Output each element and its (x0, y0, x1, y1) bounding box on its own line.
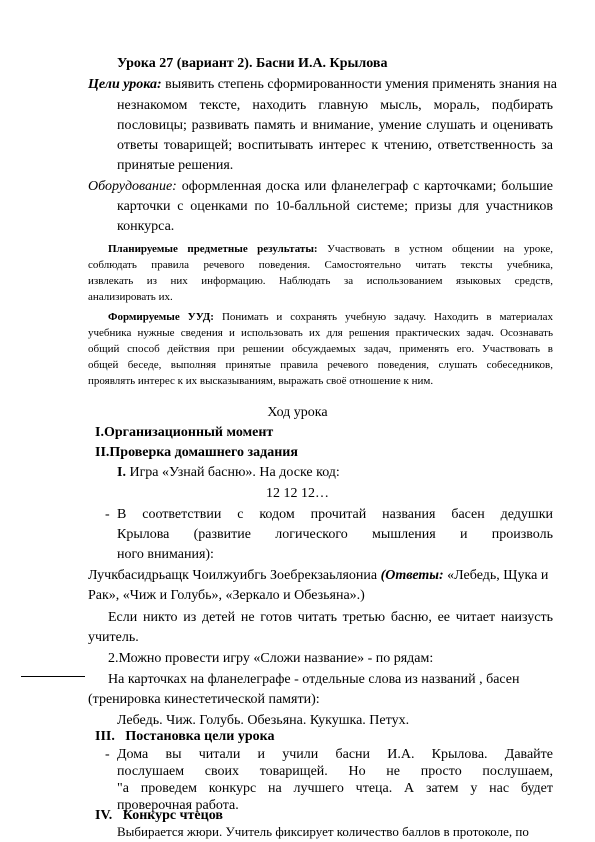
game1-line (117, 464, 340, 481)
answers-label: (Ответы: (380, 568, 444, 583)
subject-results-line-3: извлекать из них информацию. Наблюдать за использованием языковых средств, (88, 275, 553, 287)
equipment-line-2: карточки с оценками по 10-балльной системе; призы для участников (117, 199, 553, 214)
code-line: 12 12 12… (266, 486, 329, 501)
goal-dash: - (105, 747, 110, 762)
cipher-line (88, 567, 548, 584)
game1-number: I. (117, 465, 126, 480)
task-dash: - (105, 507, 110, 522)
answers-line-2: Рак», «Чиж и Голубь», «Зеркало и Обезьяна».) (88, 588, 365, 603)
goals-text-1: выявить степень сформированности умения применять знания на (165, 77, 557, 92)
uud-line-5: проявлять интерес к их высказываниям, выражать своё отношение к ним. (88, 375, 434, 387)
equipment-line-3: конкурса. (117, 219, 175, 234)
section-1-heading: I.Организационный момент (95, 425, 274, 440)
goal-line-3: "а проведем конкурс на лучшего чтеца. А затем у нас будет (117, 781, 553, 796)
game1-text: Игра «Узнай басню». На доске код: (129, 465, 340, 480)
subject-results-line-1 (108, 242, 553, 257)
goals-line-1 (88, 76, 557, 93)
task-line-3: ного внимания): (117, 547, 214, 562)
cards-line-2: (тренировка кинестетической памяти): (88, 692, 320, 707)
cards-line-1: На карточках на фланелеграфе - отдельные слова из названий , басен (108, 672, 520, 687)
note-line-2: учитель. (88, 630, 139, 645)
lesson-title: Урока 27 (вариант 2). Басни И.А. Крылова (117, 56, 388, 71)
uud-line-2: учебника нужные сведения и использовать их для решения практических задач. Осознавать (88, 327, 553, 339)
words-line: Лебедь. Чиж. Голубь. Обезьяна. Кукушка. Петух. (117, 713, 410, 728)
goal-line-4: проверочная работа. (117, 798, 239, 813)
uud-line-3: общий способ действия при решении обсуждаемых задач, применять его. Участвовать в (88, 343, 553, 355)
uud-label: Формируемые УУД: (108, 311, 214, 323)
jury-line: Выбирается жюри. Учитель фиксирует количество баллов в протоколе, по (117, 824, 529, 839)
lesson-heading: Ход урока (267, 405, 328, 420)
goals-line-3: пословицы; развивать память и внимание, умение слушать и оценивать (117, 118, 553, 133)
subject-results-line-4: анализировать их. (88, 291, 173, 303)
subject-results-label: Планируемые предметные результаты: (108, 243, 318, 255)
equipment-line-1 (88, 178, 553, 195)
task-line-1: В соответствии с кодом прочитай названия басен дедушки (117, 507, 553, 522)
margin-rule (21, 676, 85, 677)
subject-results-text-1: Участвовать в устном общении на уроке, (327, 243, 554, 255)
goals-line-2: незнакомом тексте, находить главную мысль, мораль, подбирать (117, 98, 553, 113)
uud-text-1: Понимать и сохранять учебную задачу. Находить в материалах (221, 311, 553, 323)
section-3-heading: III. Постановка цели урока (95, 729, 275, 744)
answers-text-1: «Лебедь, Щука и (447, 568, 549, 583)
note-line-1: Если никто из детей не готов читать третью басню, ее читает наизусть (108, 610, 553, 625)
goals-label: Цели урока: (88, 77, 162, 92)
goals-line-5: принятые решения. (117, 158, 234, 173)
section-2-heading: II.Проверка домашнего задания (95, 445, 298, 460)
goals-line-4: ответы товарищей; воспитывать интерес к чтению, ответственность за (117, 138, 553, 153)
equipment-text-1: оформленная доска или фланелеграф с карточками; большие (181, 179, 553, 194)
uud-line-4: общей беседе, выполняя принятые правила речевого поведения, слушать собеседников, (88, 359, 553, 371)
task-line-2: Крылова (развитие логического мышления и произволь (117, 527, 553, 542)
game2-line: 2.Можно провести игру «Сложи название» - по рядам: (108, 651, 434, 666)
uud-line-1 (108, 310, 553, 325)
equipment-label: Оборудование: (88, 179, 177, 194)
subject-results-line-2: соблюдать правила речевого поведения. Самостоятельно читать тексты учебника, (88, 259, 553, 271)
goal-line-1: Дома вы читали и учили басни И.А. Крылова. Давайте (117, 747, 553, 762)
section-4-heading: IV. Конкурс чтецов (95, 808, 223, 823)
goal-line-2: послушаем своих товарищей. Но не просто послушаем, (117, 764, 553, 779)
cipher-text: Лучкбасидрьащк Чоилжуибгь Зоебрекзаьляониа (88, 568, 378, 583)
